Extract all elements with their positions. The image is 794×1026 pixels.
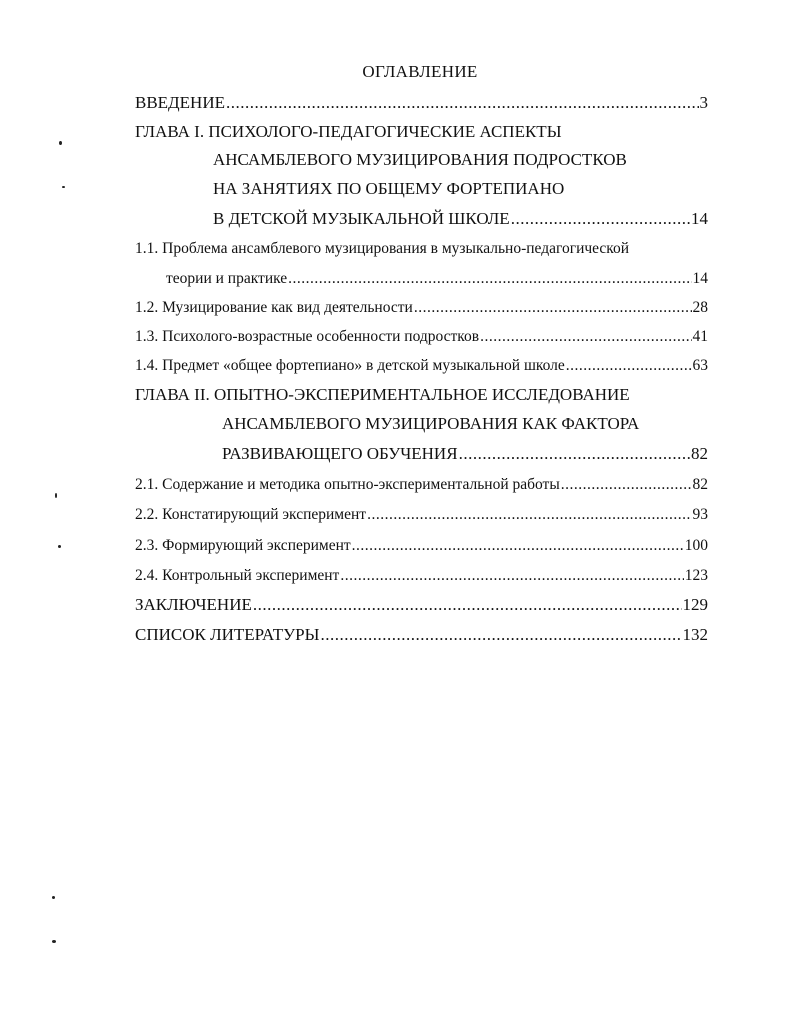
toc-label: В ДЕТСКОЙ МУЗЫКАЛЬНОЙ ШКОЛЕ (213, 209, 510, 228)
toc-label: 2.4. Контрольный эксперимент (135, 567, 340, 584)
toc-page-number: 82 (691, 444, 708, 463)
toc-label: 1.2. Музицирование как вид деятельности (135, 299, 413, 316)
leader-dots (459, 443, 690, 465)
leader-dots (226, 92, 699, 114)
toc-entry-conclusion[interactable] (135, 594, 708, 616)
page-title: ОГЛАВЛЕНИЕ (362, 62, 478, 81)
section-1-1-line1[interactable]: 1.1. Проблема ансамблевого музицирования в музыкально-педагогической (135, 240, 630, 257)
scan-speck (55, 493, 57, 498)
chapter1-title-line3: НА ЗАНЯТИЯХ ПО ОБЩЕМУ ФОРТЕПИАНО (213, 179, 565, 198)
toc-label: 2.2. Констатирующий эксперимент (135, 506, 367, 523)
toc-entry-chapter1[interactable] (213, 208, 708, 230)
toc-page-number: 63 (692, 357, 708, 374)
toc-entry-section-2-1[interactable] (135, 474, 708, 496)
toc-label: 1.3. Психолого-возрастные особенности подростков (135, 328, 480, 345)
scan-speck (52, 940, 56, 943)
toc-page-number: 41 (692, 328, 708, 345)
toc-label: ВВЕДЕНИЕ (135, 93, 225, 112)
toc-label: 2.3. Формирующий эксперимент (135, 537, 351, 554)
toc-page-number: 93 (692, 506, 708, 523)
toc-page-number: 14 (692, 270, 708, 287)
leader-dots (320, 624, 681, 646)
chapter2-title-line1[interactable]: ГЛАВА II. ОПЫТНО-ЭКСПЕРИМЕНТАЛЬНОЕ ИССЛЕДОВАНИЕ (135, 385, 630, 404)
toc-label: ЗАКЛЮЧЕНИЕ (135, 595, 252, 614)
toc-page-number: 123 (684, 567, 708, 584)
toc-page-number: 82 (692, 476, 708, 493)
toc-label: теории и практике (166, 270, 288, 287)
scan-speck (52, 896, 55, 899)
toc-entry-section-1-1[interactable] (166, 268, 708, 290)
toc-page-number: 100 (684, 537, 708, 554)
chapter1-title-line2: АНСАМБЛЕВОГО МУЗИЦИРОВАНИЯ ПОДРОСТКОВ (213, 150, 627, 169)
scan-speck (59, 141, 62, 145)
toc-entry-section-1-4[interactable] (135, 355, 708, 377)
leader-dots (414, 297, 692, 319)
chapter2-title-line2: АНСАМБЛЕВОГО МУЗИЦИРОВАНИЯ КАК ФАКТОРА (222, 414, 640, 433)
leader-dots (367, 504, 691, 526)
toc-page-number: 129 (682, 595, 708, 614)
toc-entry-section-2-2[interactable] (135, 504, 708, 526)
toc-page-number: 132 (682, 625, 708, 644)
scan-speck (62, 186, 65, 188)
leader-dots (340, 565, 683, 587)
toc-entry-chapter2[interactable] (222, 443, 708, 465)
toc-label: 1.4. Предмет «общее фортепиано» в детской музыкальной школе (135, 357, 565, 374)
toc-label: РАЗВИВАЮЩЕГО ОБУЧЕНИЯ (222, 444, 458, 463)
leader-dots (352, 535, 684, 557)
toc-page-number: 3 (699, 93, 708, 112)
toc-entry-references[interactable] (135, 624, 708, 646)
toc-entry-section-1-2[interactable] (135, 297, 708, 319)
leader-dots (480, 326, 691, 348)
toc-page-number: 14 (691, 209, 708, 228)
leader-dots (566, 355, 692, 377)
toc-label: 2.1. Содержание и методика опытно-экспериментальной работы (135, 476, 560, 493)
toc-page-number: 28 (692, 299, 708, 316)
leader-dots (561, 474, 692, 496)
leader-dots (253, 594, 682, 616)
leader-dots (511, 208, 690, 230)
toc-entry-section-1-3[interactable] (135, 326, 708, 348)
toc-entry-section-2-3[interactable] (135, 535, 708, 557)
leader-dots (288, 268, 691, 290)
scan-speck (58, 545, 61, 548)
toc-entry-intro[interactable] (135, 92, 708, 114)
chapter1-title-line1[interactable]: ГЛАВА I. ПСИХОЛОГО-ПЕДАГОГИЧЕСКИЕ АСПЕКТЫ (135, 122, 562, 141)
toc-label: СПИСОК ЛИТЕРАТУРЫ (135, 625, 320, 644)
toc-entry-section-2-4[interactable] (135, 565, 708, 587)
